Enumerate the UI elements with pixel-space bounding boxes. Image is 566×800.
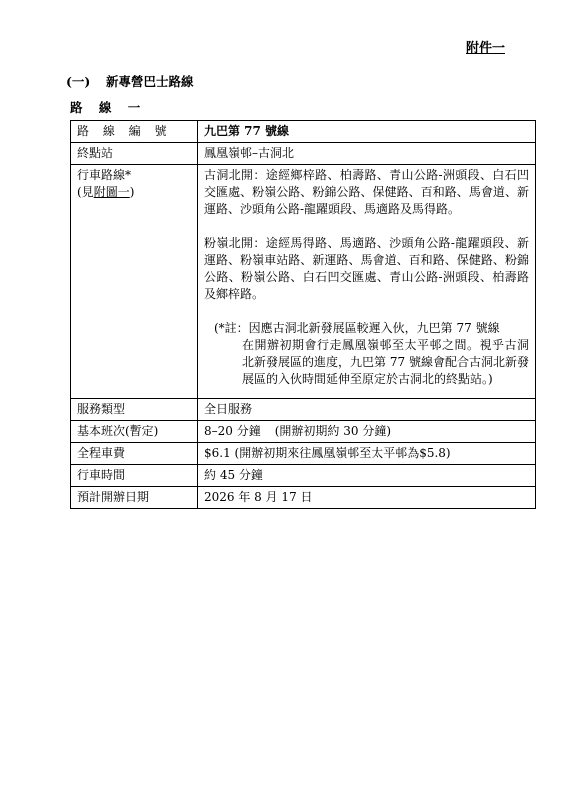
terminals-value: 鳳凰嶺邨–古洞北 [198,143,536,165]
table-row [71,143,536,165]
annex-label: 附件一 [465,41,505,56]
terminals-label: 終點站 [71,143,198,165]
table-row [71,465,536,487]
frequency-label: 基本班次(暫定) [71,421,198,443]
route-no-value: 九巴第 77 號線 [198,121,536,143]
routing-note-body: 在開辦初期會行走鳳凰嶺邨至太平邨之間。視乎古洞北新發展區的進度，九巴第 77 號線會配合古洞北新發展區的入伙時間延伸至原定於古洞北的終點站。) [242,338,529,386]
frequency-extra: (開辦初期約 30 分鐘) [274,424,391,438]
routing-note-first: (*註：因應古洞北新發展區較遲入伙，九巴第 77 號線 [214,321,500,335]
table-row [71,165,536,399]
journey-time-value: 約 45 分鐘 [198,465,536,487]
frequency-value-cell [198,421,536,443]
service-type-label: 服務類型 [71,399,198,421]
frequency-value: 8–20 分鐘 [204,424,261,438]
see-prefix: (見 [77,185,94,199]
routing-see-map [77,184,191,201]
section-heading [66,72,194,90]
fare-label: 全程車費 [71,443,198,465]
routing-label: 行車路線* [77,168,132,182]
journey-time-label: 行車時間 [71,465,198,487]
see-suffix: ) [129,185,135,199]
table-row [71,399,536,421]
route-details-table [70,120,536,509]
routing-note [204,320,529,388]
section-number: (一) [66,74,91,89]
table-row [71,443,536,465]
routing-value-cell [198,165,536,399]
fare-value: $6.1 (開辦初期來往鳳凰嶺邨至太平邨為$5.8) [198,443,536,465]
table-row [71,121,536,143]
start-date-value: 2026 年 8 月 17 日 [198,487,536,509]
table-row [71,421,536,443]
service-type-value: 全日服務 [198,399,536,421]
table-row [71,487,536,509]
map-link[interactable]: 附圖一 [93,185,130,199]
route-heading: 路 線 一 [70,100,147,115]
routing-inbound: 粉嶺北開：途經馬得路、馬適路、沙頭角公路-龍躍頭段、新運路、粉嶺車站路、新運路、馬會道、百和路、保健路、粉錦公路、粉嶺公路、白石凹交匯處、青山公路-洲頭段、柏壽路及鄉梓路。 [204,236,529,301]
routing-outbound: 古洞北開：途經鄉梓路、柏壽路、青山公路-洲頭段、白石凹交匯處、粉嶺公路、粉錦公路、保健路、百和路、馬會道、新運路、沙頭角公路-龍躍頭段、馬適路及馬得路。 [204,168,529,216]
route-no-label: 路 線 編 號 [71,121,198,143]
section-title: 新專營巴士路線 [106,74,194,89]
start-date-label: 預計開辦日期 [71,487,198,509]
routing-label-cell [71,165,198,399]
